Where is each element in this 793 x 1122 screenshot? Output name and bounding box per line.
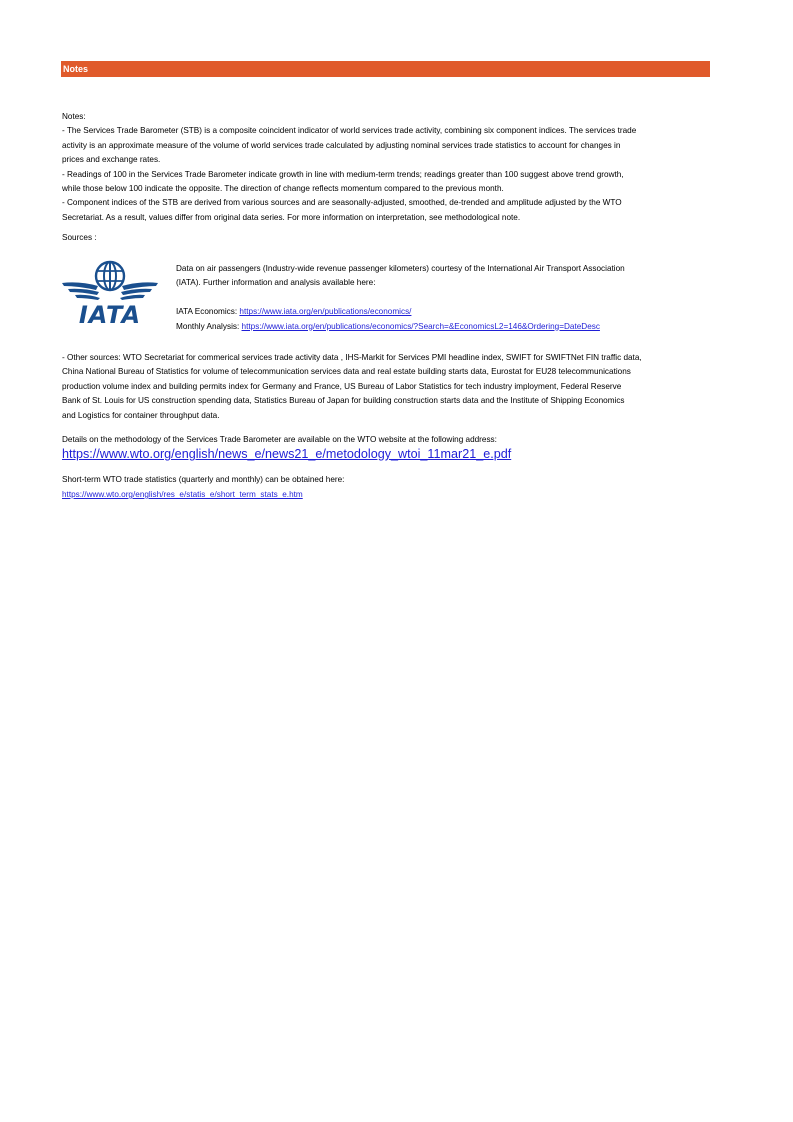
other-sources-line: - Other sources: WTO Secretariat for commerical services trade activity data , IHS-Markit for Services PMI headline index, SWIFT for SWIFTNet FIN traffic data, (62, 353, 642, 362)
iata-logo (60, 259, 160, 329)
notes-line: Secretariat. As a result, values differ from original data series. For more information on interpretation, see methodological note. (62, 212, 521, 222)
notes-line: - The Services Trade Barometer (STB) is a composite coincident indicator of world services trade activity, combining six component indices. The services trade (62, 126, 637, 136)
notes-line: - Readings of 100 in the Services Trade Barometer indicate growth in line with medium-term trends; readings greater than 100 suggest above trend growth, (62, 169, 624, 179)
short-term-text: Short-term WTO trade statistics (quarterly and monthly) can be obtained here: (62, 475, 345, 484)
notes-line: activity is an approximate measure of the volume of world services trade calculated by adjusting nominal services trade statistics to account for changes in (62, 140, 621, 150)
iata-logo-text: IATA (78, 301, 142, 329)
short-term-link[interactable]: https://www.wto.org/english/res_e/statis_e/short_term_stats_e.htm (62, 490, 303, 499)
notes-line: prices and exchange rates. (62, 155, 161, 165)
notes-line: - Component indices of the STB are derived from various sources and are seasonally-adjusted, smoothed, de-trended and amplitude adjusted by the WTO (62, 198, 622, 208)
other-sources-line: production volume index and building permits index for Germany and France, US Bureau of Labor Statistics for tech industry imployment, Federal Reserve (62, 381, 622, 391)
methodology-link[interactable]: https://www.wto.org/english/news_e/news21_e/metodology_wtoi_11mar21_e.pdf (62, 447, 512, 461)
iata-monthly-link[interactable]: https://www.iata.org/en/publications/economics/?Search=&EconomicsL2=146&Ordering=DateDesc (241, 321, 600, 331)
iata-economics-row (176, 305, 716, 319)
notes-header-bar (61, 61, 710, 77)
other-sources-line: China National Bureau of Statistics for volume of telecommunication services data and real estate building starts data, Eurostat for EU28 telecommunications (62, 367, 631, 377)
notes-line: while those below 100 indicate the opposite. The direction of change reflects momentum compared to the previous month. (62, 184, 504, 194)
other-sources-line: Bank of St. Louis for US construction spending data, Statistics Bureau of Japan for building construction starts data and the Institute of Shipping Economics (62, 396, 625, 406)
iata-line: Data on air passengers (Industry-wide revenue passenger kilometers) courtesy of the International Air Transport Association (176, 264, 625, 273)
iata-economics-link[interactable]: https://www.iata.org/en/publications/economics/ (239, 307, 412, 317)
iata-economics-label: IATA Economics: (176, 307, 240, 317)
methodology-text: Details on the methodology of the Services Trade Barometer are available on the WTO website at the following address: (62, 435, 497, 444)
notes-heading: Notes: (62, 112, 86, 121)
iata-info (176, 262, 716, 334)
notes-header-title: Notes (63, 64, 89, 74)
other-sources-line: and Logistics for container throughput data. (62, 410, 220, 420)
notes-section (62, 110, 712, 225)
other-sources (62, 351, 712, 423)
iata-monthly-row (176, 320, 716, 334)
sources-heading: Sources : (62, 233, 97, 242)
iata-monthly-label: Monthly Analysis: (176, 321, 242, 331)
iata-line: (IATA). Further information and analysis available here: (176, 278, 376, 288)
